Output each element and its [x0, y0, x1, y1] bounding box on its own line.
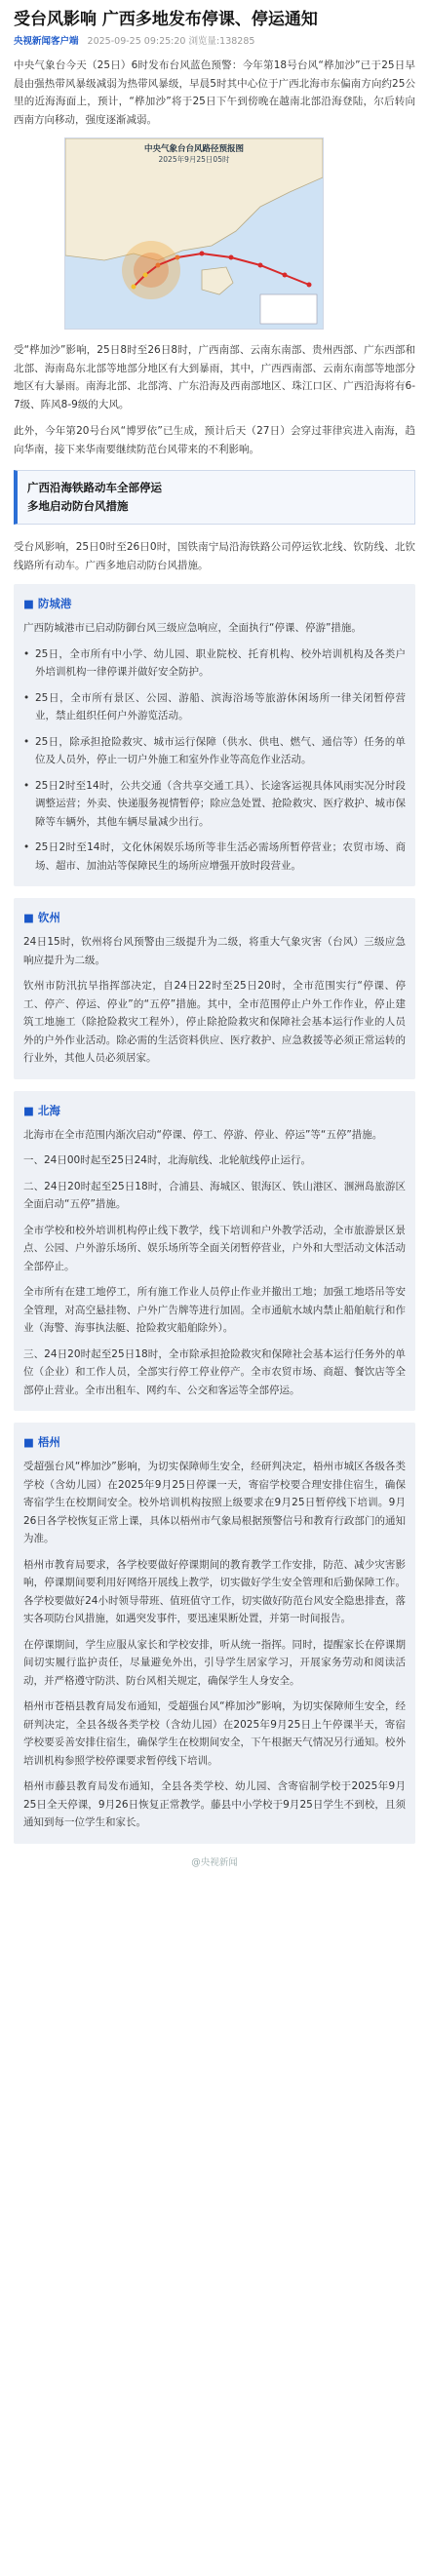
paragraph-warning: 中央气象台今天（25日）6时发布台风蓝色预警：今年第18号台风“桦加沙”已于25日早晨由强热带风暴级减弱为热带风暴级，早晨5时其中心位于广西北海市东偏南方向约25公里的近海海面上，预计，“桦加沙”将于25日下午到傍晚在越南北部沿海登陆，尔后转向西南方向移动，强度逐渐减弱。	[14, 59, 415, 126]
typhoon-track-map	[64, 137, 324, 330]
article	[0, 8, 429, 1871]
section-fangchenggang	[14, 584, 415, 886]
paragraph-rain: 受“桦加沙”影响，25日8时至26日8时，广西南部、云南东南部、贵州西部、广东西部和北部、海南岛东北部等地部分地区有大到暴雨，其中，广西西南部、云南东南部等地部分地区有大暴雨。南海北部、北部湾、广东沿海及西南部地区、珠江口区、广西沿海将有6-7级、阵风8-9级的大风。	[14, 344, 415, 410]
section-heading: ■ 防城港	[23, 597, 72, 610]
paragraph-railway: 受台风影响，25日0时至26日0时，国铁南宁局沿海铁路公司停运钦北线、钦防线、北钦线路所有动车。广西多地启动防台风措施。	[14, 541, 415, 571]
list-item: • 25日，全市所有景区、公园、游船、滨海浴场等旅游休闲场所一律关闭暂停营业，禁止组织任何户外游览活动。	[23, 689, 406, 725]
paragraph: 二、24日20时起至25日18时，合浦县、海城区、银海区、铁山港区、涠洲岛旅游区全面启动“五停”措施。	[23, 1180, 406, 1210]
map-title: 中央气象台台风路径预报图	[143, 144, 244, 154]
map-caption: 2025年9月25日05时	[158, 155, 230, 164]
paragraph: 梧州市苍梧县教育局发布通知，受超强台风“桦加沙”影响，为切实保障师生安全，经研判决定，全县各级各类学校（含幼儿园）在2025年9月25日上午停课半天，寄宿学校要妥善安排住宿生，确保学生在校期间安全，下午根据天气情况另行通知。校外培训机构参照学校停课要求暂停线下培训。	[23, 1700, 406, 1767]
paragraph: 受超强台风“桦加沙”影响，为切实保障师生安全，经研判决定，梧州市城区各级各类学校（含幼儿园）在2025年9月25日停课一天，寄宿学校要合理安排住宿生，确保寄宿学生在校期间安全。校外培训机构按照上级要求在9月25日暂停线下培训。9月26日各学校恢复正常上课，具体以梧州市气象局根据预警信号和教育行政部门的通知为准。	[23, 1461, 406, 1544]
source-link[interactable]: 央视新闻客户端	[14, 36, 79, 47]
footer-note: @央视新闻	[191, 1856, 238, 1868]
paragraph: 全市所有在建工地停工，所有施工作业人员停止作业并撤出工地；加强工地塔吊等安全管理，对高空悬挂物、户外广告牌等进行加固。全市通航水域内禁止船舶航行和作业（海警、海事执法艇、抢险救灾船舶除外）。	[23, 1286, 406, 1334]
list-item: • 25日，全市所有中小学、幼儿园、职业院校、托育机构、校外培训机构及各类户外培训机构一律停课并做好安全防护。	[23, 645, 406, 682]
highlight-box	[14, 470, 415, 525]
article-meta	[14, 35, 415, 49]
section-heading: ■ 梧州	[23, 1435, 60, 1449]
list-item: • 25日2时至14时，公共交通（含共享交通工具）、长途客运视具体风雨实况分时段调整运营；外卖、快递服务视情暂停；除应急处置、抢险救灾、医疗救护、城市保障等车辆外，其他车辆尽量减少出行。	[23, 777, 406, 832]
section-heading: ■ 北海	[23, 1103, 60, 1117]
section-intro: 北海市在全市范围内渐次启动“停课、停工、停游、停业、停运”等“五停”措施。	[23, 1128, 383, 1141]
section-beihai	[14, 1091, 415, 1412]
paragraph: 24日15时，钦州将台风预警由三级提升为二级，将重大气象灾害（台风）三级应急响应提升为二级。	[23, 936, 406, 966]
section-qinzhou	[14, 898, 415, 1079]
paragraph: 在停课期间，学生应服从家长和学校安排，听从统一指挥。同时，提醒家长在停课期间切实履行监护责任，尽量避免外出，引导学生居家学习，开展家务劳动和阅读活动，并严格遵守防洪、防台风相关规定，确保学生人身安全。	[23, 1638, 406, 1687]
paragraph: 一、24日00时起至25日24时，北海航线、北轮航线停止运行。	[23, 1154, 311, 1166]
list-item: • 25日，除承担抢险救灾、城市运行保障（供水、供电、燃气、通信等）任务的单位及人员外，停止一切户外施工和室外作业等高危作业活动。	[23, 733, 406, 769]
section-wuzhou	[14, 1423, 415, 1844]
publish-time: 2025-09-25 09:25:20 浏览量:138285	[87, 36, 255, 47]
article-title: 受台风影响 广西多地发布停课、停运通知	[14, 10, 318, 29]
map-graphic	[65, 138, 323, 329]
section-intro: 广西防城港市已启动防御台风三级应急响应，全面执行“停课、停游”措施。	[23, 622, 362, 634]
highlight-text: 广西沿海铁路动车全部停运 多地启动防台风措施	[27, 481, 162, 513]
paragraph: 梧州市教育局要求，各学校要做好停课期间的教育教学工作安排，防范、减少灾害影响，停课期间要利用好网络开展线上教学，切实做好学生安全管理和后勤保障工作。各学校要做好24小时领导带班、值班值守工作，切实做好防范台风安全隐患排查，落实各项防台风措施，如遇突发事件，要迅速果断处置，并第一时间报告。	[23, 1558, 406, 1624]
paragraph: 全市学校和校外培训机构停止线下教学，线下培训和户外教学活动，全市旅游景区景点、公园、户外游乐场所、娱乐场所等全面关闭暂停营业，户外和大型活动文体活动全部停止。	[23, 1224, 406, 1272]
paragraph: 钦州市防汛抗旱指挥部决定，自24日22时至25日20时，全市范围实行“停课、停工、停产、停运、停业”的“五停”措施。其中，全市范围停止户外工作作业，停止建筑工地施工（除抢险救灾工程外），停止除抢险救灾和保障社会基本运行作业的人员外的户外作业活动。除必需的生活资料供应、医疗救护、应急救援等必须正常运转的行业外，其他人员必须居家。	[23, 980, 406, 1064]
list-item: • 25日2时至14时，文化休闲娱乐场所等非生活必需场所暂停营业；农贸市场、商场、超市、加油站等保障民生的场所应增强开放时段营业。	[23, 839, 406, 875]
section-heading: ■ 钦州	[23, 911, 60, 924]
paragraph-bualoi: 此外，今年第20号台风“博罗依”已生成，预计后天（27日）会穿过菲律宾进入南海，趋向华南，接下来华南要继续防范台风带来的不利影响。	[14, 425, 415, 455]
paragraph: 三、24日20时起至25日18时，全市除承担抢险救灾和保障社会基本运行任务外的单位（企业）和工作人员，全部实行停工停业停产。全市农贸市场、商超、餐饮店等全部停止营业。全市出租车、网约车、公交和客运等全部停运。	[23, 1347, 406, 1396]
paragraph: 梧州市藤县教育局发布通知，全县各类学校、幼儿园、含寄宿制学校于2025年9月25日全天停课，9月26日恢复正常教学。藤县中小学校于9月25日学生不到校，且须通知到每一位学生和家长。	[23, 1780, 406, 1828]
